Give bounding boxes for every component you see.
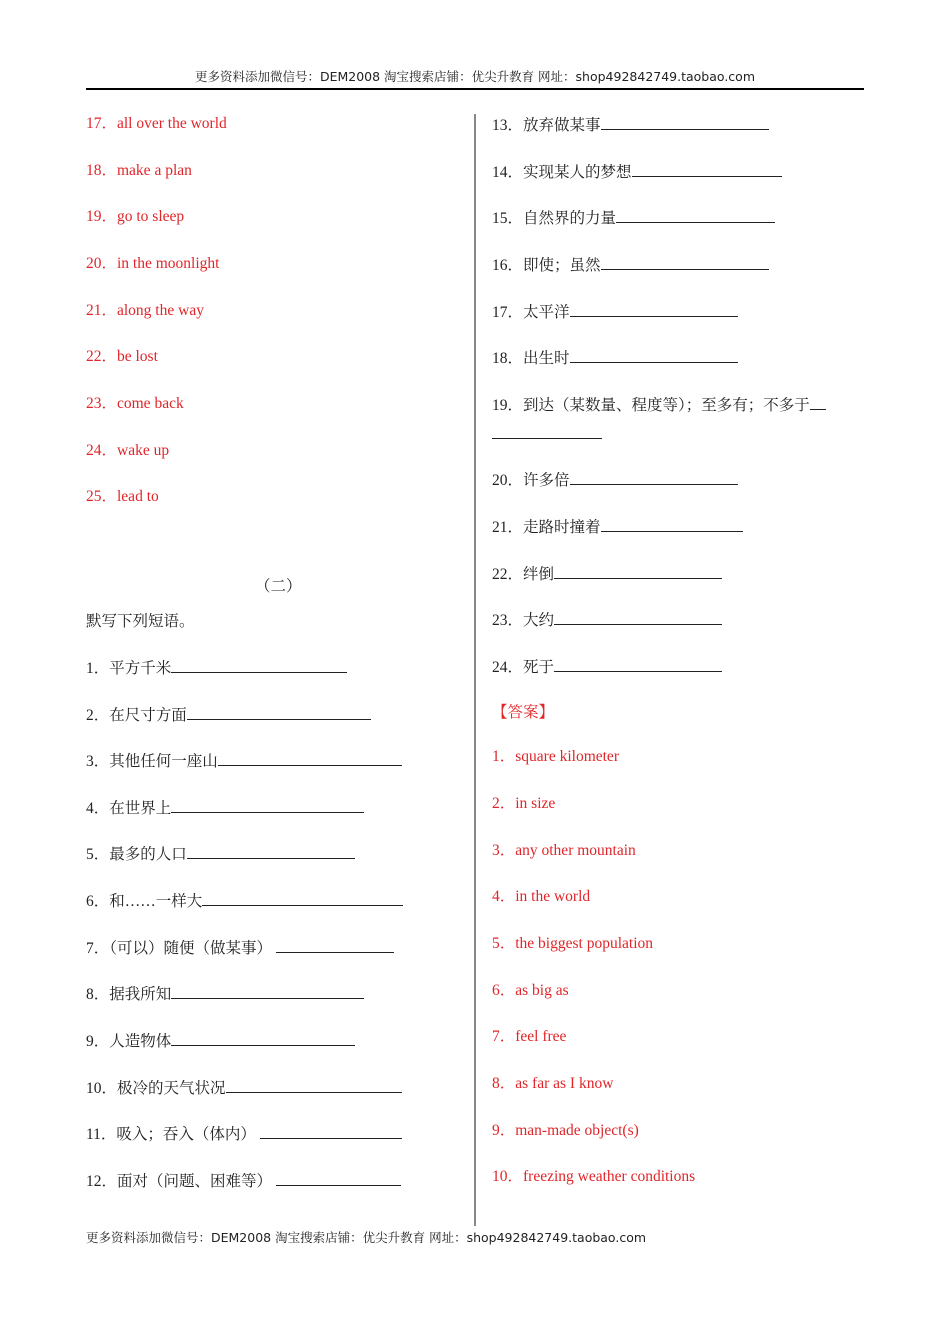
answer-blank (276, 937, 394, 953)
answer-blank (171, 1030, 355, 1046)
answer-item: 9．man-made object(s) (492, 1122, 639, 1139)
column-divider (474, 114, 476, 1226)
exercise-prompt: 4．在世界上 (86, 800, 172, 817)
answer-item: 21．along the way (86, 302, 204, 319)
exercise-item (86, 937, 394, 959)
exercise-item (86, 657, 347, 679)
exercise-item (492, 609, 722, 631)
exercise-prompt: 1．平方千米 (86, 660, 172, 677)
answer-blank (202, 890, 403, 906)
exercise-prompt: 2．在尺寸方面 (86, 707, 187, 724)
answer-blank (171, 983, 364, 999)
exercise-prompt: 9．人造物体 (86, 1033, 172, 1050)
exercise-prompt: 12．面对（问题、困难等） (86, 1173, 273, 1190)
answer-blank (554, 563, 722, 579)
answer-blank (276, 1170, 401, 1186)
answer-blank (218, 750, 402, 766)
exercise-prompt: 14．实现某人的梦想 (492, 164, 632, 181)
page-footer (86, 1228, 786, 1246)
exercise-item (492, 254, 769, 276)
exercise-prompt: 7．（可以）随便（做某事） (86, 940, 273, 957)
exercise-item (86, 890, 403, 912)
answer-item: 8．as far as I know (492, 1075, 614, 1092)
answer-blank (570, 347, 738, 363)
exercise-prompt: 17．太平洋 (492, 304, 570, 321)
answer-blank (171, 797, 364, 813)
answer-item: 23．come back (86, 395, 184, 412)
answer-blank (810, 394, 826, 410)
answer-item: 4．in the world (492, 888, 591, 905)
exercise-item (492, 347, 738, 369)
exercise-item (492, 516, 743, 538)
exercise-item (492, 114, 769, 136)
exercise-item (492, 301, 738, 323)
exercise-prompt: 13．放弃做某事 (492, 117, 601, 134)
exercise-prompt: 16．即使；虽然 (492, 257, 601, 274)
exercise-prompt: 15．自然界的力量 (492, 210, 617, 227)
answer-blank (601, 114, 769, 130)
exercise-item (86, 1030, 355, 1052)
exercise-prompt: 5．最多的人口 (86, 846, 187, 863)
exercise-item (492, 394, 826, 416)
answer-item: 7．feel free (492, 1028, 567, 1045)
exercise-item (86, 704, 371, 726)
exercise-item (86, 843, 355, 865)
exercise-prompt: 6．和……一样大 (86, 893, 203, 910)
answer-blank (187, 843, 355, 859)
exercise-item (492, 563, 722, 585)
exercise-prompt: 21．走路时撞着 (492, 519, 601, 536)
answer-blank (570, 469, 738, 485)
answer-item: 1．square kilometer (492, 748, 619, 765)
answer-item: 10．freezing weather conditions (492, 1168, 696, 1185)
exercise-item (86, 1170, 401, 1192)
answer-blank (554, 656, 722, 672)
exercise-prompt: 19．到达（某数量、程度等）；至多有；不多于 (492, 397, 810, 414)
exercise-item (492, 656, 722, 678)
answer-item: 20．in the moonlight (86, 255, 220, 272)
answer-item: 2．in size (492, 795, 556, 812)
exercise-prompt: 20．许多倍 (492, 472, 570, 489)
exercise-prompt: 11．吸入；吞入（体内） (86, 1126, 256, 1143)
answer-blank (260, 1123, 402, 1139)
exercise-prompt: 10．极冷的天气状况 (86, 1080, 226, 1097)
answer-blank (226, 1077, 402, 1093)
footer-text: 更多资料添加微信号：DEM2008 淘宝搜索店铺：优尖升教育 网址：shop492842749.taobao.com (86, 1230, 647, 1245)
answer-blank (601, 254, 769, 270)
header-text: 更多资料添加微信号：DEM2008 淘宝搜索店铺：优尖升教育 网址：shop492842749.taobao.com (194, 69, 756, 84)
answer-item: 22．be lost (86, 348, 158, 365)
page-header (86, 68, 864, 90)
exercise-prompt: 22．绊倒 (492, 566, 555, 583)
answer-blank (632, 161, 782, 177)
answer-item: 5．the biggest population (492, 935, 654, 952)
exercise-item (86, 1123, 402, 1145)
exercise-item (492, 207, 775, 229)
answers-label: 【答案】 (492, 704, 555, 721)
answer-item: 3．any other mountain (492, 842, 636, 859)
answer-blank (171, 657, 347, 673)
section-title: （二） (255, 578, 302, 595)
answer-blank (616, 207, 775, 223)
exercise-item (86, 983, 364, 1005)
exercise-item (86, 750, 402, 772)
answer-blank (601, 516, 743, 532)
exercise-item (492, 161, 782, 183)
answer-item: 25．lead to (86, 488, 159, 505)
answer-item: 17．all over the world (86, 115, 227, 132)
exercise-prompt: 3．其他任何一座山 (86, 753, 218, 770)
answer-item: 6．as big as (492, 982, 569, 999)
answer-blank (492, 423, 602, 439)
exercise-prompt: 18．出生时 (492, 350, 570, 367)
answer-blank (570, 301, 738, 317)
answer-item: 24．wake up (86, 442, 170, 459)
exercise-prompt: 8．据我所知 (86, 986, 172, 1003)
answer-item: 18．make a plan (86, 162, 192, 179)
exercise-item (492, 469, 738, 491)
exercise-item (86, 797, 364, 819)
answer-blank (187, 704, 371, 720)
exercise-item (86, 1077, 402, 1099)
section-instruction: 默写下列短语。 (86, 613, 195, 630)
exercise-item-continued (492, 423, 602, 445)
answer-blank (554, 609, 722, 625)
answer-item: 19．go to sleep (86, 208, 185, 225)
exercise-prompt: 23．大约 (492, 612, 555, 629)
exercise-prompt: 24．死于 (492, 659, 555, 676)
